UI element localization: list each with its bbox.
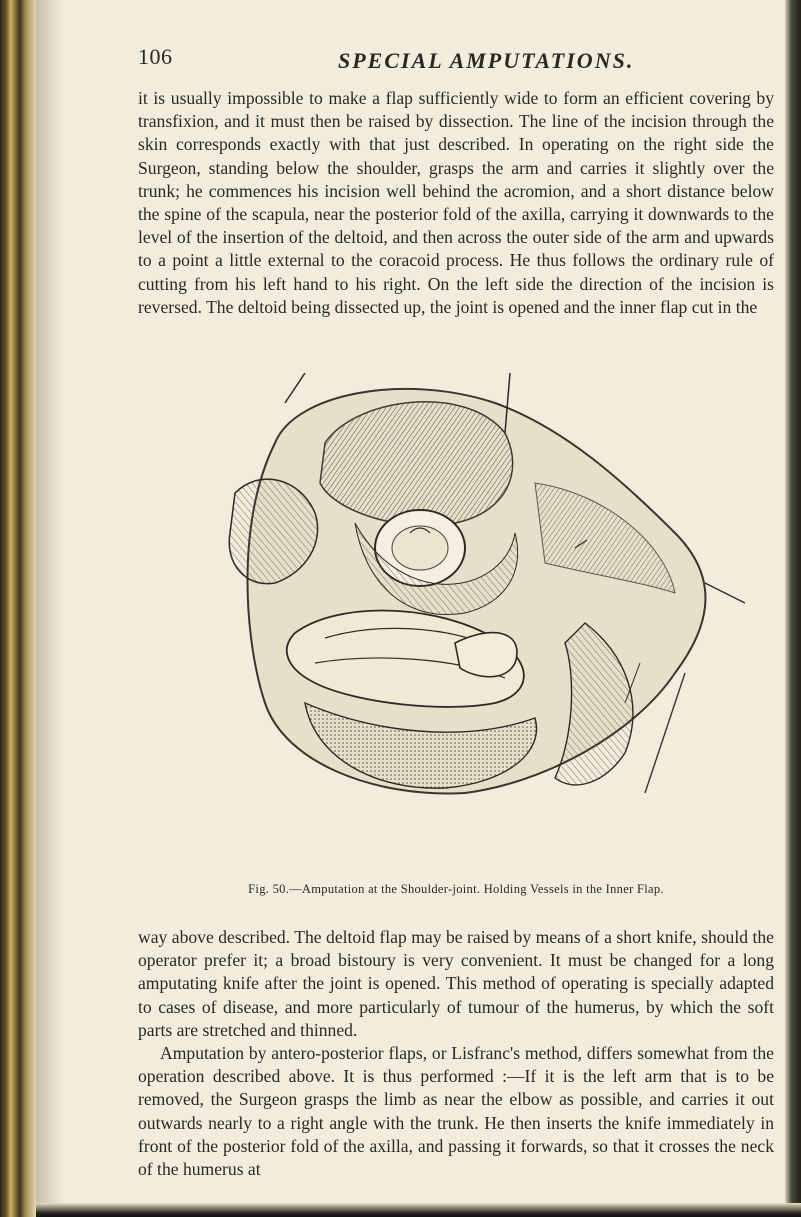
page-number: 106 xyxy=(138,44,173,69)
figure-illustration xyxy=(205,373,745,798)
shoulder-amputation-engraving xyxy=(205,373,745,798)
page-header xyxy=(138,44,758,78)
paragraph-deltoid-flap: way above described. The deltoid flap may be raised by means of a short knife, should the operator prefer it; a broad bistoury is very convenient. It must be changed for a long amputating knife after the joint is opened. This method of operating is specially adapted to cases of disease, and more particularly of tumour of the humerus, by which the soft parts are stretched and thinned. xyxy=(138,927,774,1040)
top-paragraph: it is usually impossible to make a flap sufficiently wide to form an efficient covering by transfixion, and it must then be raised by dissection. The line of the incision through the skin corresponds exactly with that just described. In operating on the right side the Surgeon, standing below the shoulder, grasps the arm and carries it slightly over the trunk; he commences his incision well behind the acromion, and a short distance below the spine of the scapula, near the posterior fold of the axilla, carrying it downwards to the level of the insertion of the deltoid, and then across the outer side of the arm and upwards to a point a little external to the coracoid process. He thus follows the ordinary rule of cutting from his left hand to his right. On the left side the direction of the incision is reversed. The deltoid being dissected up, the joint is opened and the inner flap cut in the xyxy=(138,88,774,317)
gutter-shadow xyxy=(36,0,64,1217)
running-head: SPECIAL AMPUTATIONS. xyxy=(338,48,635,73)
bottom-text-block xyxy=(138,926,774,1181)
top-paragraph-block xyxy=(138,87,774,319)
page-right-edge xyxy=(785,0,801,1217)
figure-caption: Fig. 50.—Amputation at the Shoulder-joint. Holding Vessels in the Inner Flap. xyxy=(248,882,664,896)
page-bottom-edge xyxy=(36,1203,801,1217)
paragraph-lisfranc-method: Amputation by antero-posterior flaps, or Lisfranc's method, differs somewhat from the operation described above. It is thus performed :—If it is the left arm that is to be removed, the Surgeon grasps the limb as near the elbow as possible, and carries it out outwards nearly to a right angle with the trunk. He then inserts the knife immediately in front of the posterior fold of the axilla, and passing it forwards, so that it crosses the neck of the humerus at xyxy=(138,1043,774,1180)
book-spine xyxy=(0,0,36,1217)
